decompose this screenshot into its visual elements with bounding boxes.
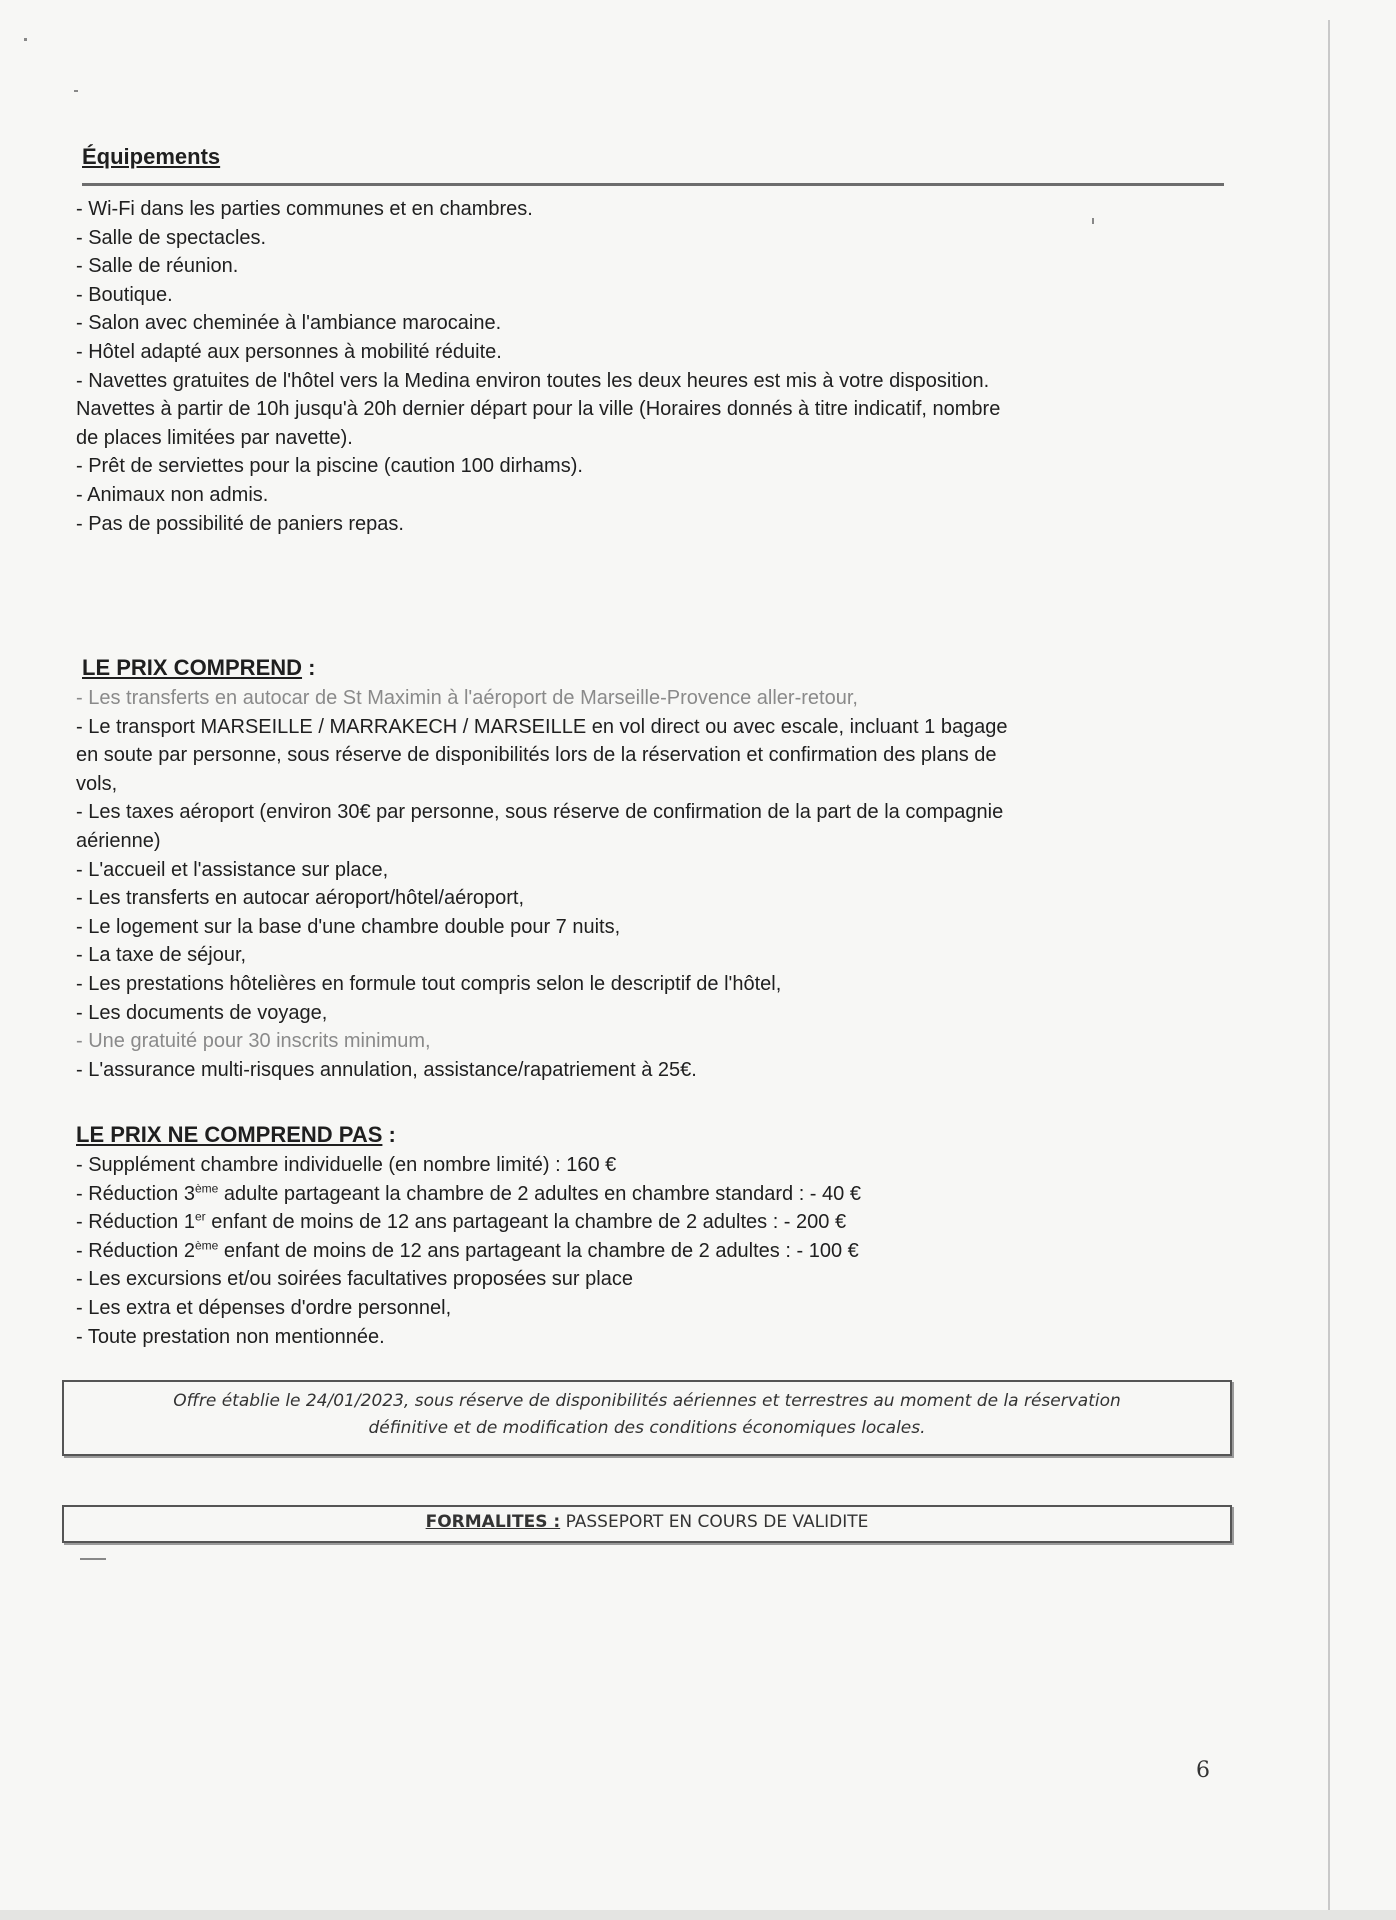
item-text: - Réduction 1 [76, 1211, 195, 1234]
list-item: vols, [76, 772, 118, 795]
list-item: - La taxe de séjour, [76, 944, 247, 967]
offer-line: définitive et de modification des conditions économiques locales. [368, 1418, 926, 1438]
page-number: 6 [1196, 1758, 1210, 1783]
item-text: enfant de moins de 12 ans partageant la chambre de 2 adultes : - 100 € [218, 1239, 859, 1262]
list-item: - Boutique. [76, 283, 173, 306]
list-item: - Les prestations hôtelières en formule tout compris selon le descriptif de l'hôtel, [76, 972, 782, 995]
list-item: - Hôtel adapté aux personnes à mobilité réduite. [76, 340, 502, 363]
list-item: - Les transferts en autocar aéroport/hôtel/aéroport, [76, 887, 525, 910]
offer-line: Offre établie le 24/01/2023, sous réserve de disponibilités aériennes et terrestres au moment de la réservation [173, 1391, 1121, 1411]
equipements-rule [82, 183, 1224, 186]
list-item: - Wi-Fi dans les parties communes et en chambres. [76, 198, 533, 220]
list-item: - L'accueil et l'assistance sur place, [76, 858, 389, 881]
prix-comprend-title: LE PRIX COMPREND [82, 655, 303, 680]
list-item: - Navettes gratuites de l'hôtel vers la Medina environ toutes les deux heures est mis à votre disposition. [76, 369, 990, 392]
item-superscript: er [194, 1209, 206, 1224]
list-item: - Le logement sur la base d'une chambre double pour 7 nuits, [76, 915, 621, 938]
offer-notice-box [62, 1380, 1232, 1456]
formalites-label: FORMALITES : [425, 1512, 561, 1532]
prix-ne-comprend-heading [76, 1122, 396, 1148]
prix-ne-comprend-list [76, 1151, 1226, 1351]
prix-comprend-heading [82, 655, 315, 681]
prix-ne-comprend-colon: : [382, 1122, 396, 1147]
prix-comprend-list [76, 684, 1226, 1084]
item-text: adulte partageant la chambre de 2 adultes en chambre standard : - 40 € [218, 1182, 861, 1205]
item-text: enfant de moins de 12 ans partageant la chambre de 2 adultes : - 200 € [205, 1211, 847, 1234]
list-item: - Une gratuité pour 30 inscrits minimum, [76, 1030, 431, 1053]
formalites-box [62, 1505, 1232, 1543]
offer-notice-text [64, 1382, 1230, 1448]
formalites-text [64, 1507, 1230, 1537]
list-item: - Supplément chambre individuelle (en nombre limité) : 160 € [76, 1154, 617, 1176]
list-item: - Les taxes aéroport (environ 30€ par personne, sous réserve de confirmation de la part de la compagnie [76, 801, 1004, 824]
scan-edge [1328, 20, 1330, 1910]
list-item: en soute par personne, sous réserve de disponibilités lors de la réservation et confirmation des plans de [76, 744, 997, 767]
list-item: aérienne) [76, 829, 161, 852]
formalites-value: PASSEPORT EN COURS DE VALIDITE [560, 1512, 869, 1532]
list-item: - Le transport MARSEILLE / MARRAKECH / MARSEILLE en vol direct ou avec escale, incluant 1 bagage [76, 715, 1008, 738]
list-item: - Toute prestation non mentionnée. [76, 1325, 385, 1348]
list-item: - Les documents de voyage, [76, 1001, 328, 1024]
list-item: - Les excursions et/ou soirées facultatives proposées sur place [76, 1268, 633, 1291]
list-item: Navettes à partir de 10h jusqu'à 20h dernier départ pour la ville (Horaires donnés à titre indicatif, nombre [76, 398, 1001, 421]
item-text: - Réduction 2 [76, 1239, 195, 1262]
list-item: - Salon avec cheminée à l'ambiance marocaine. [76, 312, 502, 335]
list-item: - Prêt de serviettes pour la piscine (caution 100 dirhams). [76, 455, 583, 478]
scan-bottom-edge [0, 1910, 1396, 1920]
item-superscript: ème [194, 1238, 219, 1253]
list-item: - L'assurance multi-risques annulation, assistance/rapatriement à 25€. [76, 1058, 697, 1081]
prix-comprend-colon: : [302, 655, 316, 680]
list-item: de places limitées par navette). [76, 426, 353, 449]
prix-ne-comprend-title: LE PRIX NE COMPREND PAS [76, 1122, 383, 1147]
list-item: - Animaux non admis. [76, 483, 269, 506]
list-item: - Salle de réunion. [76, 255, 239, 278]
scan-speck [74, 90, 78, 92]
item-superscript: ème [194, 1180, 219, 1195]
scan-speck [80, 1558, 106, 1560]
scan-speck [24, 38, 27, 41]
list-item [76, 1180, 1226, 1209]
equipements-list [76, 195, 1226, 538]
list-item: - Les extra et dépenses d'ordre personnel, [76, 1296, 452, 1319]
list-item: - Salle de spectacles. [76, 226, 267, 249]
list-item: - Les transferts en autocar de St Maximin à l'aéroport de Marseille-Provence aller-retour, [76, 687, 858, 709]
item-text: - Réduction 3 [76, 1182, 195, 1205]
list-item [76, 1237, 1226, 1266]
list-item: - Pas de possibilité de paniers repas. [76, 512, 404, 535]
list-item [76, 1208, 1226, 1237]
equipements-title: Équipements [82, 144, 221, 169]
